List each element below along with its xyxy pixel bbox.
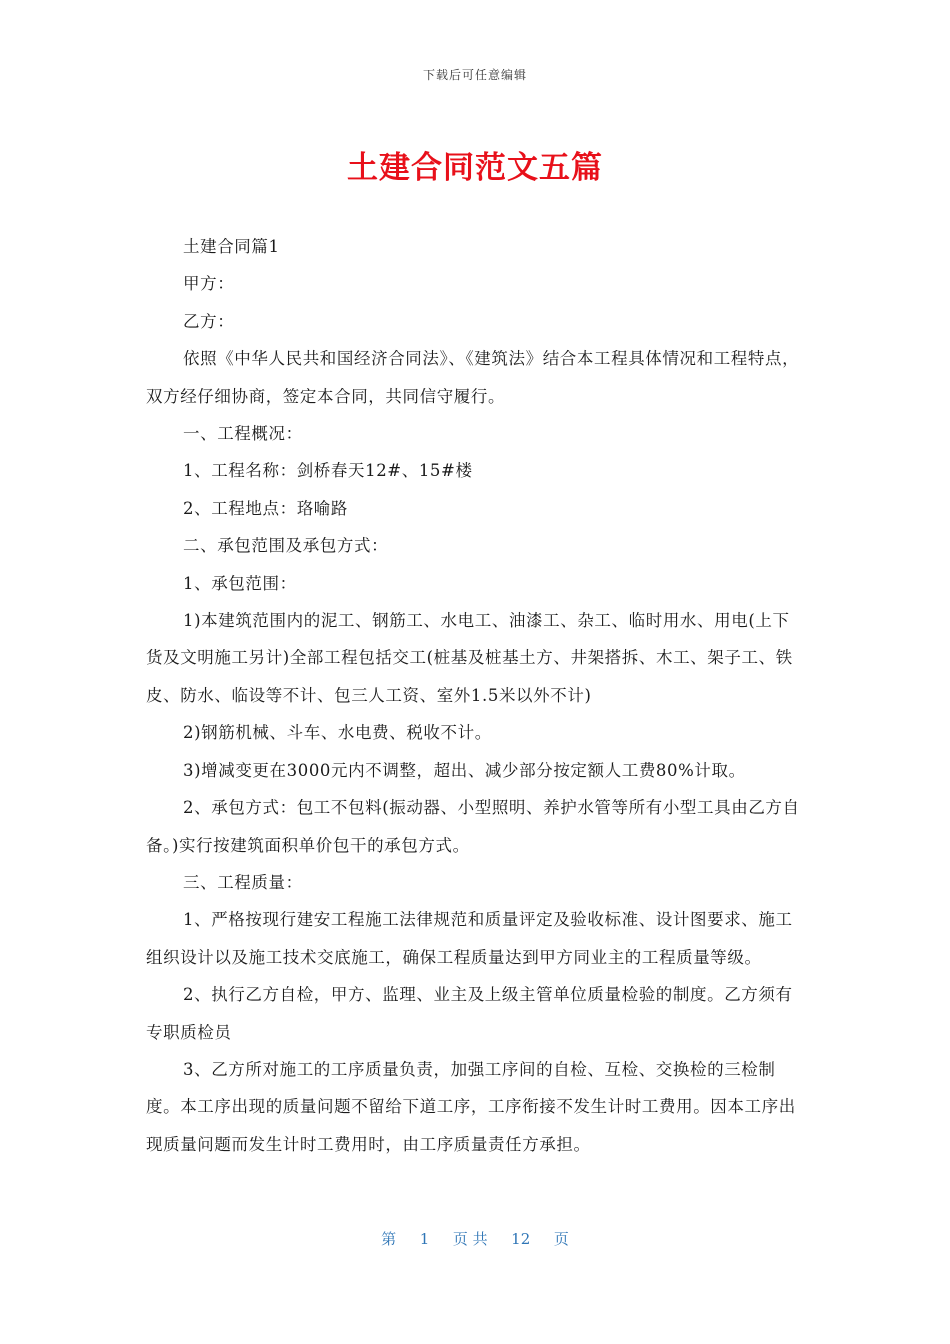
paragraph: 3)增减变更在3000元内不调整，超出、减少部分按定额人工费80%计取。 bbox=[183, 760, 746, 780]
paragraph: 1)本建筑范围内的泥工、钢筋工、水电工、油漆工、杂工、临时用水、用电(上下货及文明施工另计)全部工程包括交工(桩基及桩基土方、井架搭拆、木工、架子工、铁皮、防水、临设等不计、包三人工资、室外1.5米以外不计) bbox=[146, 611, 793, 705]
footer-suffix: 页 bbox=[553, 1230, 569, 1248]
document-title: 土建合同范文五篇 bbox=[347, 150, 603, 186]
party-a-line: 甲方： bbox=[183, 274, 235, 294]
header-note: 下载后可任意编辑 bbox=[422, 68, 527, 82]
footer-middle: 页 共 bbox=[452, 1230, 488, 1248]
paragraph: 2)钢筋机械、斗车、水电费、税收不计。 bbox=[183, 723, 492, 743]
paragraph: 1、工程名称：剑桥春天12#、15#楼 bbox=[183, 461, 473, 481]
paragraph: 2、工程地点：珞喻路 bbox=[183, 498, 348, 518]
footer-total-pages: 12 bbox=[511, 1230, 531, 1248]
party-b-line: 乙方： bbox=[183, 311, 235, 331]
paragraph: 1、严格按现行建安工程施工法律规范和质量评定及验收标准、设计图要求、施工组织设计以及施工技术交底施工，确保工程质量达到甲方同业主的工程质量等级。 bbox=[146, 910, 793, 967]
footer-prefix: 第 bbox=[381, 1230, 397, 1248]
section-heading: 土建合同篇1 bbox=[183, 237, 280, 256]
clause-heading: 二、承包范围及承包方式： bbox=[183, 536, 389, 556]
clause-heading: 一、工程概况： bbox=[183, 424, 303, 444]
paragraph: 1、承包范围： bbox=[183, 573, 297, 593]
paragraph: 3、乙方所对施工的工序质量负责，加强工序间的自检、互检、交换检的三检制度。本工序出现的质量问题不留给下道工序，工序衔接不发生计时工费用。因本工序出现质量问题而发生计时工费用时，由工序质量责任方承担。 bbox=[146, 1059, 796, 1154]
page-footer bbox=[0, 1228, 950, 1249]
paragraph: 2、执行乙方自检，甲方、监理、业主及上级主管单位质量检验的制度。乙方须有专职质检员 bbox=[146, 985, 793, 1042]
paragraph: 2、承包方式：包工不包料(振动器、小型照明、养护水管等所有小型工具由乙方自备。)实行按建筑面积单价包干的承包方式。 bbox=[146, 798, 800, 855]
clause-heading: 三、工程质量： bbox=[183, 872, 303, 892]
footer-page-number: 1 bbox=[419, 1230, 430, 1248]
document-body bbox=[146, 228, 806, 1163]
paragraph: 依照《中华人民共和国经济合同法》、《建筑法》结合本工程具体情况和工程特点，双方经仔细协商，签定本合同，共同信守履行。 bbox=[146, 349, 800, 406]
